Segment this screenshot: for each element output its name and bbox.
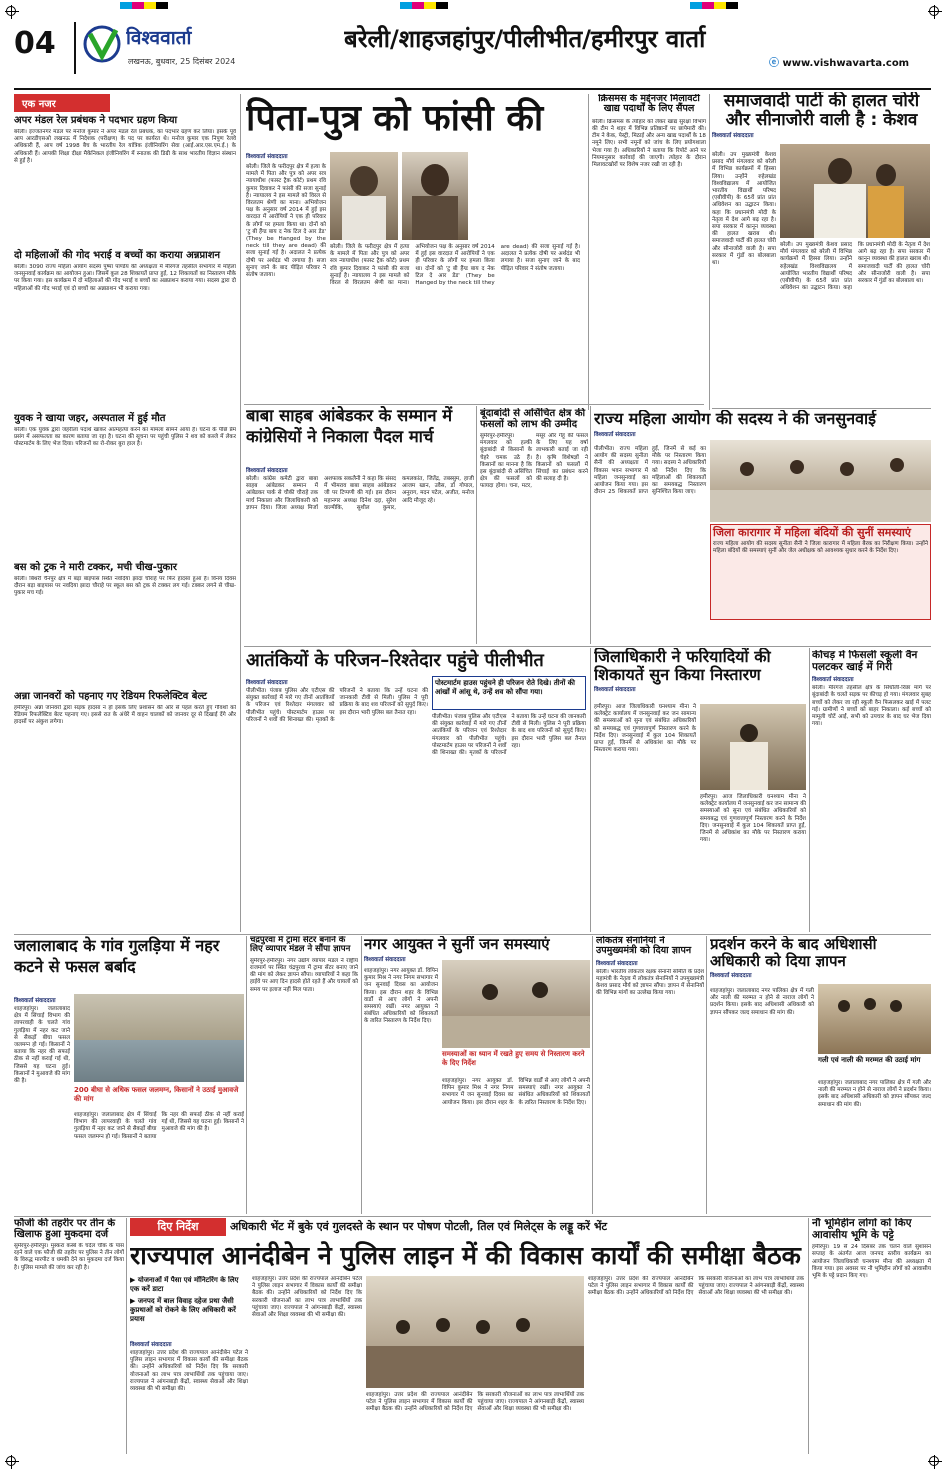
byline: विश्ववार्ता संवाददाता bbox=[712, 133, 754, 140]
header-rule bbox=[14, 88, 931, 90]
pradarshan-article bbox=[710, 936, 931, 1214]
keshav-event-photo bbox=[780, 144, 930, 238]
headline: प्रदर्शन करने के बाद अधिशासी अधिकारी को दिया ज्ञापन bbox=[710, 936, 877, 970]
lead-article bbox=[246, 150, 584, 402]
brief-text: बरेली। बिथरी चैनपुर क्षेत्र में बड़ा बाइपास स्थित नवदिया झादा चौराहे पर फिर हादसा हुआ है। विनय दिवस दौरान बड़ा बाइपास पर नवदिया झादा चौराहे पर स्कूल बस को ट्रक से टक्कर लग गई। टक्कर लगने से चीख-पुकार मच गई। bbox=[14, 576, 236, 597]
byline: विश्ववार्ता संवाददाता bbox=[594, 687, 636, 694]
byline: विश्ववार्ता संवाददाता bbox=[364, 956, 406, 963]
article-text: पीलीभीत। राज्य महिला आयोग की सदस्य सुनीता सैनी की अध्यक्षता में विकास भवन सभागार में महिला जनसुनवाई का आयोजन किया गया। इस दौरान 25 शिकायतें प्राप्त हुईं, जिनमें से कई का मौके पर निस्तारण किया गया। सदस्य ने अधिकारियों को निर्देश दिए कि महिलाओं की शिकायतों का समयबद्ध निस्तारण सुनिश्चित किया जाए। bbox=[594, 446, 706, 496]
brief-headline: अन्ना जानवरों को पहनाए गए रेडियम रिफलेक्टिव बेल्ट bbox=[14, 691, 207, 702]
headline: लोकतंत्र सेनानियों ने उपमुख्यमंत्री को दिया ज्ञापन bbox=[596, 936, 692, 957]
article-text: शाहजहांपुर। उत्तर प्रदेश की राज्यपाल आनंदीबेन पटेल ने पुलिस लाइन सभागार में विकास कार्यों की समीक्षा बैठक की। उन्होंने अधिकारियों को निर्देश दिए कि सरकारी योजनाओं का लाभ पात्र लाभार्थियों तक पहुंचाया जाए। राज्यपाल ने आंगनबाड़ी केंद्रों, स्वास्थ्य सेवाओं और शिक्षा व्यवस्था की भी समीक्षा की। bbox=[130, 1350, 248, 1393]
article-text: पीलीभीत। पंजाब पुलिस और एटीएस की संयुक्त कार्रवाई में मारे गए तीनों आतंकियों के परिजन एवं रिश्तेदार मंगलवार को पीलीभीत पहुंचे। पोस्टमार्टम हाउस पर परिजनों ने शवों की शिनाख्त की। मृतकों के परिजनों ने बताया कि उन्हें घटना की जानकारी टीवी से मिली। पुलिस ने पूरी प्रक्रिया के बाद शव परिजनों को सुपुर्द किए। इस दौरान भारी पुलिस बल तैनात रहा। bbox=[432, 714, 586, 757]
article-text: हमीरपुर। 19 से 24 दिसंबर तक चलने वाले सुशासन सप्ताह के अंतर्गत आज जनपद स्तरीय कार्यक्रम का आयोजन जिलाधिकारी घनश्याम मीना की अध्यक्षता में किया गया। इस अवसर पर नौ भूमिहीन लोगों को आवासीय भूमि के पट्टे प्रदान किए गए। bbox=[812, 1244, 931, 1279]
bhumiheen-article bbox=[812, 1218, 931, 1454]
article-text: बरेली। जिले के फरीदपुर क्षेत्र में हत्या के मामले में पिता और पुत्र को अपर सत्र न्यायाधीश (फास्ट ट्रैक कोर्ट) प्रथम रवि कुमार दिवाकर ने फांसी की सजा सुनाई है। न्यायालय ने इस मामले को विरल से विरलतम श्रेणी का माना। अभियोजन पक्ष के अनुसार वर्ष 2014 में हुई इस वारदात में आरोपियों ने एक ही परिवार के लोगों पर हमला किया था। दोनों को 'टु बी हैंग्ड बाय द नेक टिल दे आर डेड' (They be Hanged by the neck till they are dead) की सजा सुनाई गई है। अदालत ने प्रत्येक दोषी पर अर्थदंड भी लगाया है। सजा सुनाए जाने के बाद पीड़ित परिवार ने संतोष जताया। bbox=[330, 244, 580, 287]
point-text: योजनाओं में पैसा एवं मॉनिटरिंग के लिए एक करें डाटा bbox=[130, 1276, 239, 1293]
edition-title: बरेली/शाहजहांपुर/पीलीभीत/हमीरपुर वार्ता bbox=[344, 25, 706, 53]
rajyapal-article bbox=[130, 1276, 804, 1454]
byline: विश्ववार्ता संवाददाता bbox=[246, 680, 288, 686]
vishwavarta-logo-icon bbox=[82, 24, 126, 64]
headline: समाजवादी पार्टी की हालत चोरी और सीनाजोरी वाली है : केशव bbox=[723, 92, 920, 130]
brief-text: बरेली। एक युवक द्वारा जहरीला पदार्थ खाकर आत्महत्या करने का मामला सामने आया है। घटना के पीछे प्रेम प्रसंग में असफलता का कारण बताया जा रहा है। घटना की सूचना पर पहुंची पुलिस ने शव को कब्जे में लेकर पोस्टमार्टम के लिए भेज दिया। परिजनों का रो-रोकर बुरा हाल है। bbox=[14, 427, 236, 448]
banner-text: अधिकारी भेंट में बुके एवं गुलदस्ते के स्थान पर पोषण पोटली, तिल एवं मिलेट्स के लड्डू करें भेंट bbox=[230, 1220, 608, 1233]
directive-banner bbox=[130, 1218, 804, 1236]
flooded-field-photo bbox=[74, 994, 244, 1082]
headline: क्रिसमस के मद्देनजर मिलावटी खाद्य पदार्थों के लिए सैंपल bbox=[598, 94, 700, 115]
paper-name: विश्ववार्ता bbox=[126, 27, 192, 49]
divider bbox=[74, 22, 76, 74]
article-text: हमीरपुर। आज जिलाधिकारी घनश्याम मीना ने कलेक्ट्रेट कार्यालय में जनसुनवाई कर जन सामान्य की समस्याओं को सुना एवं संबंधित अधिकारियों को समयबद्ध एवं गुणवत्तापूर्ण निस्तारण करने के निर्देश दिए। जनसुनवाई में कुल 104 शिकायतें प्राप्त हुईं, जिनमें से अधिकांश का मौके पर निस्तारण कराया गया। bbox=[700, 794, 806, 844]
globe-icon: ⓔ bbox=[769, 58, 779, 69]
article-text: बरेली। भारतीय लोकतंत्र रक्षक सेनानी समिति के प्रदेश महामंत्री के नेतृत्व में लोकतंत्र सेनानियों ने उपमुख्यमंत्री केशव प्रसाद मौर्य को ज्ञापन सौंपा। ज्ञापन में सेनानियों की विभिन्न मांगों का उल्लेख किया गया। bbox=[596, 968, 704, 997]
ambedkar-headline: बाबा साहब आंबेडकर के सम्मान में कांग्रेसियों ने निकाला पैदल मार्च bbox=[246, 406, 453, 446]
atanki-headline: आतंकियों के परिजन–रिश्तेदार पहुंचे पीलीभीत bbox=[246, 650, 544, 671]
fauji-article bbox=[14, 1218, 124, 1454]
article-text: शाहजहांपुर। जलालाबाद नगर पालिका क्षेत्र में गली और नाली की मरम्मत न होने से नाराज लोगों ने प्रदर्शन किया। इसके बाद अधिशासी अधिकारी को ज्ञापन सौंपकर जल्द समाधान की मांग की। bbox=[710, 988, 814, 1016]
article-text: शाहजहांपुर। उत्तर प्रदेश की राज्यपाल आनंदीबेन पटेल ने पुलिस लाइन सभागार में विकास कार्यों की समीक्षा बैठक की। उन्होंने अधिकारियों को निर्देश दिए कि सरकारी योजनाओं का लाभ पात्र लाभार्थियों तक पहुंचाया जाए। राज्यपाल ने आंगनबाड़ी केंद्रों, स्वास्थ्य सेवाओं और शिक्षा व्यवस्था की भी समीक्षा की। bbox=[366, 1392, 584, 1413]
article-text: बरेली। मीरगंज तहसील क्षेत्र के सिधौली-रिछा मार्ग पर बूंदाबांदी के चलते सड़क पर कीचड़ हो गया। मंगलवार सुबह बच्चों को लेकर जा रही स्कूली वैन फिसलकर खाई में पलट गई। ग्रामीणों ने बच्चों को बाहर निकाला। कई बच्चों को मामूली चोटें आईं, सभी को उपचार के बाद घर भेज दिया गया। bbox=[812, 685, 931, 728]
website[interactable] bbox=[769, 54, 931, 70]
article-text: बरेली। उप मुख्यमंत्री केशव प्रसाद मौर्य मंगलवार को बरेली में विभिन्न कार्यक्रमों में हिस्सा लिया। उन्होंने रुहेलखंड विश्वविद्यालय में आयोजित भारतीय विद्यार्थी परिषद (एबीवीपी) के 65वें प्रांत प्रांत अधिवेशन का उद्घाटन किया। कहा कि प्रधानमंत्री मोदी के नेतृत्व में देश आगे बढ़ रहा है। सपा सरकार में कानून व्यवस्था की हालत खराब थी। समाजवादी पार्टी की हालत चोरी और सीनाजोरी वाली है। सपा सरकार में गुंडों का बोलबाला था। bbox=[780, 242, 930, 292]
byline: विश्ववार्ता संवाददाता bbox=[710, 973, 752, 979]
ek-nazar-tag: एक नजर bbox=[14, 94, 110, 112]
article-text: हमीरपुर। आज जिलाधिकारी घनश्याम मीना ने कलेक्ट्रेट कार्यालय में जनसुनवाई कर जन सामान्य की समस्याओं को सुना एवं संबंधित अधिकारियों को समयबद्ध एवं गुणवत्तापूर्ण निस्तारण करने के निर्देश दिए। जनसुनवाई में कुल 104 शिकायतें प्राप्त हुईं, जिनमें से अधिकांश का मौके पर निस्तारण कराया गया। bbox=[594, 704, 696, 754]
brief-text: हमीरपुर। अन्ना जानवरों द्वारा सड़क हादसा न हो इसके लिए प्रशासन की ओर से पहल करते हुए गौवंशों को रेडियम रिफलेक्टिव बेल्ट पहनाए गए। इससे रात के अंधेरे में वाहन चालकों को जानवर दूर से दिखाई देंगे और हादसों पर अंकुश लगेगा। bbox=[14, 705, 236, 726]
point-item: ▶ योजनाओं में पैसा एवं मॉनिटरिंग के लिए एक करें डाटा bbox=[130, 1276, 239, 1293]
article-text: सुमेरपुर-हमीरपुर। मुस्करा कस्बे के चंदेल चौक के पास रहने वाले एक फौजी की तहरीर पर पुलिस ने तीन लोगों के विरुद्ध मारपीट व धमकी देने का मुकदमा दर्ज किया है। पुलिस मामले की जांच कर रही है। bbox=[14, 1243, 124, 1271]
registration-mark bbox=[6, 1456, 16, 1466]
byline: विश्ववार्ता संवाददाता bbox=[596, 960, 638, 967]
hearing-photo bbox=[710, 440, 931, 522]
accused-photo bbox=[330, 152, 398, 240]
ambedkar-article bbox=[246, 464, 474, 642]
headline: जिलाधिकारी ने फरियादियों की शिकायतें सुन किया निस्तारण bbox=[594, 648, 771, 684]
sainik-article bbox=[596, 936, 704, 1214]
registration-mark bbox=[6, 6, 16, 16]
lead-headline: पिता-पुत्र को फांसी की bbox=[246, 98, 544, 139]
article-text: बरेली। जिले के फरीदपुर क्षेत्र में हत्या के मामले में पिता और पुत्र को अपर सत्र न्यायाधीश (फास्ट ट्रैक कोर्ट) प्रथम रवि कुमार दिवाकर ने फांसी की सजा सुनाई है। न्यायालय ने इस मामले को विरल से विरलतम श्रेणी का माना। अभियोजन पक्ष के अनुसार वर्ष 2014 में हुई इस वारदात में आरोपियों ने एक ही परिवार के लोगों पर हमला किया था। दोनों को 'टु बी हैंग्ड बाय द नेक टिल दे आर डेड' (They be Hanged by the neck till they are dead) की सजा सुनाई गई है। अदालत ने प्रत्येक दोषी पर अर्थदंड भी लगाया है। सजा सुनाए जाने के बाद पीड़ित परिवार ने संतोष जताया। bbox=[246, 164, 326, 279]
page-number: 04 bbox=[14, 26, 56, 61]
nagar-ayukt-photo bbox=[442, 960, 590, 1048]
article-text: शाहजहांपुर। जलालाबाद क्षेत्र में सिंचाई विभाग की लापरवाही के चलते गांव गुलड़िया में नहर कट जाने से सैकड़ों बीघा फसल जलमग्न हो गई। किसानों ने बताया कि नहर की सफाई ठीक से नहीं कराई गई थी, जिससे यह घटना हुई। किसानों ने मुआवजे की मांग की है। bbox=[14, 1006, 70, 1085]
highlight-box: पोस्टमार्टम हाउस पहुंचने ही परिजन रोते दिखे। तीनों की आंखों में आंसू थे, उन्हें शव को सौंपा गया। bbox=[432, 676, 586, 710]
brief-headline: बस को ट्रक ने मारी टक्कर, मची चीख-पुकार bbox=[14, 562, 177, 573]
article-text: सुमेरपुर-हमीरपुर। मंगलवार को हल्की बूंदाबांदी से किसानों के चेहरे चमक उठे हैं। किसानों का मानना है कि इस बूंदाबांदी से असिंचित क्षेत्र की फसलों को फायदा होगा। चना, मटर, मसूर और गेहूं की फसल के लिए यह वर्षा लाभकारी बताई जा रही है। कृषि विशेषज्ञों ने किसानों को फसलों में सिंचाई का प्रबंधन करने की सलाह दी है। bbox=[480, 433, 588, 490]
byline: विश्ववार्ता संवाददाता bbox=[812, 677, 854, 684]
jail-box bbox=[710, 524, 931, 620]
protest-photo bbox=[818, 984, 931, 1054]
headline: कीचड़ में फिसली स्कूली वैन पलटकर खाई में गिरी bbox=[812, 650, 918, 673]
article-text: शाहजहांपुर। नगर आयुक्त डॉ. विपिन कुमार मिश्र ने नगर निगम सभागार में जन सुनवाई दिवस का आयोजन किया। इस दौरान शहर के विभिन्न वार्डों से आए लोगों ने अपनी समस्याएं रखीं। नगर आयुक्त ने संबंधित अधिकारियों को शिकायतों के त्वरित निस्तारण के निर्देश दिए। bbox=[364, 968, 438, 1025]
brief-headline: युवक ने खाया जहर, अस्पताल में हुई मौत bbox=[14, 413, 166, 424]
article-text: शाहजहांपुर। नगर आयुक्त डॉ. विपिन कुमार मिश्र ने नगर निगम सभागार में जन सुनवाई दिवस का आयोजन किया। इस दौरान शहर के विभिन्न वार्डों से आए लोगों ने अपनी समस्याएं रखीं। नगर आयुक्त ने संबंधित अधिकारियों को शिकायतों के त्वरित निस्तारण के निर्देश दिए। bbox=[442, 1078, 590, 1106]
van-article bbox=[812, 650, 931, 932]
article-text: पीलीभीत। पंजाब पुलिस और एटीएस की संयुक्त कार्रवाई में मारे गए तीनों आतंकियों के परिजन एवं रिश्तेदार मंगलवार को पीलीभीत पहुंचे। पोस्टमार्टम हाउस पर परिजनों ने शवों की शिनाख्त की। मृतकों के परिजनों ने बताया कि उन्हें घटना की जानकारी टीवी से मिली। पुलिस ने पूरी प्रक्रिया के बाद शव परिजनों को सुपुर्द किए। इस दौरान भारी पुलिस बल तैनात रहा। bbox=[246, 688, 428, 723]
article-text: बरेली। कांग्रेस कमेटी द्वारा बाबा साहब आंबेडकर सम्मान में आंबेडकर पार्क से चौकी चौराहे तक मार्च निकाला और जिलाधिकारी को ज्ञापन दिया। जिला अध्यक्ष मिर्जा अशफाक सकलैनी ने कहा कि संसद में भीमराव बाबा साहब आंबेडकर जी पर टिप्पणी की गई। इस दौरान महानगर अध्यक्ष दिनेश दद्दा, सुरेश वाल्मीकि, सुशील कुमार, कमलकांत, जितेंद्र, तबस्सुम, हाजी आजम खान, उवैस, डॉ गोपाल, अनुराग, मदन पटेल, अजीत, मनोज आदि मौजूद रहे। bbox=[246, 476, 474, 511]
article-text: शाहजहांपुर। जलालाबाद नगर पालिका क्षेत्र में गली और नाली की मरम्मत न होने से नाराज लोगों ने प्रदर्शन किया। इसके बाद अधिशासी अधिकारी को ज्ञापन सौंपकर जल्द समाधान की मांग की। bbox=[818, 1080, 931, 1108]
headline: चंद्रपुरवा में ट्रामा सेंटर बनाने के लिए व्यापार मंडल ने सौंपा ज्ञापन bbox=[250, 936, 351, 955]
gulariya-article bbox=[14, 994, 244, 1214]
trauma-article bbox=[250, 936, 358, 1214]
rajyapal-headline: राज्यपाल आनंदीबेन ने पुलिस लाइन में की विकास कार्यों की समीक्षा बैठक bbox=[130, 1241, 801, 1270]
byline: विश्ववार्ता संवाददाता bbox=[246, 154, 288, 160]
article-text: सुमेरपुर-हमीरपुर। नगर उद्योग व्यापार मंडल ने राष्ट्रीय राजमार्ग पर स्थित चंद्रपुरवा में ट्रामा सेंटर बनाए जाने की मांग को लेकर ज्ञापन सौंपा। व्यापारियों ने कहा कि हाईवे पर आए दिन हादसे होते रहते हैं और घायलों को समय पर इलाज नहीं मिल पाता। bbox=[250, 957, 358, 993]
headline: नगर आयुक्त ने सुनीं जन समस्याएं bbox=[364, 936, 550, 953]
point-item: ▶ जनपद में बाल विवाह दहेज प्रथा जैसी कुप्रथाओं को रोकने के लिए अधिकारी करें प्रयास bbox=[130, 1297, 236, 1323]
byline: विश्ववार्ता संवाददाता bbox=[246, 468, 288, 474]
nagar-article bbox=[364, 936, 590, 1214]
headline: जिला कारागार में महिला बंदियों की सुनीं समस्याएं bbox=[713, 526, 911, 539]
article-text: बरेली। क्रिसमस के त्योहार को लेकर खाद्य सुरक्षा विभाग की टीम ने शहर में विभिन्न प्रतिष्ठानों पर छापेमारी की। टीम ने केक, पेस्ट्री, मिठाई और अन्य खाद्य पदार्थों के 18 नमूने लिए। सभी नमूनों को जांच के लिए प्रयोगशाला भेजा गया है। अधिकारियों ने बताया कि रिपोर्ट आने पर नियमानुसार कार्रवाई की जाएगी। त्योहार के दौरान मिलावटखोरों पर विशेष नजर रखी जा रही है। bbox=[592, 118, 706, 169]
gulariya-headline: जलालाबाद के गांव गुलड़िया में नहर कटने से फसल बर्बाद bbox=[14, 936, 220, 976]
website-url[interactable]: www.vishwavarta.com bbox=[782, 58, 910, 69]
byline: विश्ववार्ता संवाददाता bbox=[14, 998, 56, 1004]
photo-caption: समस्याओं का ध्यान में रखते हुए समय से निस्तारण करने के दिए निर्देश bbox=[442, 1050, 585, 1067]
dateline: लखनऊ, बुधवार, 25 दिसंबर 2024 bbox=[128, 57, 236, 66]
headline: राज्य महिला आयोग की सदस्य ने की जनसुनवाई bbox=[594, 410, 877, 428]
points-box bbox=[130, 1276, 248, 1336]
headline: फौजी की तहरीर पर तीन के खिलाफ हुआ मुकदमा दर्ज bbox=[14, 1218, 116, 1240]
headline: बूंदाबांदी से असिंचित क्षेत्र की फसलों को लाभ की उम्मीद bbox=[480, 408, 586, 430]
brief-text: बरेली। इज्जतनगर मंडल पर मनोज कुमार ने अपर मंडल रेल प्रबंधक, का पदभार ग्रहण कर लिया। इसके पूर्व आप आरडीएसओ लखनऊ में निदेशक (परीक्षण) के पद पर कार्यरत थे। मनोज कुमार एक निपुण रेलवे अधिकारी हैं, आप वर्ष 1998 बैच के भारतीय रेल यांत्रिक इंजीनियरिंग सेवा (आई.आर.एस.एम.ई.) के अधिकारी हैं। आपकी शिक्षा दीक्षा मैकेनिकल इंजीनियरिंग में स्नातक की डिग्री के साथ भारतीय विज्ञान संस्थान से हुई है। bbox=[14, 129, 236, 164]
masthead bbox=[14, 18, 931, 86]
accused-photo bbox=[402, 152, 468, 240]
mahila-article bbox=[594, 410, 931, 642]
byline: विश्ववार्ता संवाददाता bbox=[130, 1342, 172, 1348]
sp-article bbox=[712, 92, 931, 406]
jansunvai-photo bbox=[700, 704, 806, 790]
brief-headline: दो महिलाओं की गोद भराई व बच्चों का कराया अन्नप्राशन bbox=[14, 250, 221, 261]
registration-mark bbox=[929, 1456, 939, 1466]
atanki-article bbox=[246, 676, 588, 932]
kisan-article bbox=[480, 408, 588, 642]
christmas-article bbox=[592, 94, 706, 400]
registration-mark bbox=[929, 6, 939, 16]
banner-tag: दिए निर्देश bbox=[130, 1218, 226, 1236]
byline: विश्ववार्ता संवाददाता bbox=[594, 431, 636, 438]
article-text: शाहजहांपुर। उत्तर प्रदेश की राज्यपाल आनंदीबेन पटेल ने पुलिस लाइन सभागार में विकास कार्यों की समीक्षा बैठक की। उन्होंने अधिकारियों को निर्देश दिए कि सरकारी योजनाओं का लाभ पात्र लाभार्थियों तक पहुंचाया जाए। राज्यपाल ने आंगनबाड़ी केंद्रों, स्वास्थ्य सेवाओं और शिक्षा व्यवस्था की भी समीक्षा की। bbox=[252, 1276, 362, 1319]
brief-headline: अपर मंडल रेल प्रबंधक ने पदभार ग्रहण किया bbox=[14, 115, 178, 126]
jiladhikari-article bbox=[594, 648, 806, 932]
ek-nazar-column bbox=[14, 94, 236, 932]
photo-caption: 200 बीघा से अधिक फसल जलमग्न, किसानों ने उठाई मुआवजे की मांग bbox=[74, 1086, 239, 1103]
article-text: शाहजहांपुर। जलालाबाद क्षेत्र में सिंचाई विभाग की लापरवाही के चलते गांव गुलड़िया में नहर कट जाने से सैकड़ों बीघा फसल जलमग्न हो गई। किसानों ने बताया कि नहर की सफाई ठीक से नहीं कराई गई थी, जिससे यह घटना हुई। किसानों ने मुआवजे की मांग की है। bbox=[74, 1112, 244, 1140]
article-text: शाहजहांपुर। उत्तर प्रदेश की राज्यपाल आनंदीबेन पटेल ने पुलिस लाइन सभागार में विकास कार्यों की समीक्षा बैठक की। उन्होंने अधिकारियों को निर्देश दिए कि सरकारी योजनाओं का लाभ पात्र लाभार्थियों तक पहुंचाया जाए। राज्यपाल ने आंगनबाड़ी केंद्रों, स्वास्थ्य सेवाओं और शिक्षा व्यवस्था की भी समीक्षा की। bbox=[588, 1276, 804, 1297]
review-meeting-photo bbox=[366, 1276, 584, 1388]
article-text: बरेली। उप मुख्यमंत्री केशव प्रसाद मौर्य मंगलवार को बरेली में विभिन्न कार्यक्रमों में हिस्सा लिया। उन्होंने रुहेलखंड विश्वविद्यालय में आयोजित भारतीय विद्यार्थी परिषद (एबीवीपी) के 65वें प्रांत प्रांत अधिवेशन का उद्घाटन किया। कहा कि प्रधानमंत्री मोदी के नेतृत्व में देश आगे बढ़ रहा है। सपा सरकार में कानून व्यवस्था की हालत खराब थी। समाजवादी पार्टी की हालत चोरी और सीनाजोरी वाली है। सपा सरकार में गुंडों का बोलबाला था। bbox=[712, 152, 776, 267]
point-text: जनपद में बाल विवाह दहेज प्रथा जैसी कुप्रथाओं को रोकने के लिए अधिकारी करें प्रयास bbox=[130, 1297, 236, 1323]
article-text: राज्य महिला आयोग की सदस्य सुनीता सैनी ने जिला कारागार में महिला बैरक का निरीक्षण किया। उन्होंने महिला बंदियों की समस्याएं सुनीं और जेल अधीक्षक को आवश्यक सुधार करने के निर्देश दिए। bbox=[713, 541, 928, 555]
photo-caption: गली एवं नाली की मरम्मत की उठाई मांग bbox=[818, 1056, 921, 1064]
brief-text: बरेली। 3090 राज्य महिला आयोग सदस्य पुष्पा पाण्डेय की अध्यक्षता में मीरगंज तहसील सभागार में महिला जनसुनवाई कार्यक्रम का आयोजन हुआ। जिसमें कुल 28 शिकायतें प्राप्त हुईं, 12 शिकायतों का निस्तारण मौके पर किया गया। इस कार्यक्रम में दो महिलाओं की गोद भराई व बच्चों का अन्नप्राशन कराया गया। सदस्य द्वारा दो महिलाओं की गोद भराई एवं दो बच्चों का अन्नप्राशन भी कराया गया। bbox=[14, 264, 236, 292]
headline: नौ भूमिहीन लोगों को किए आवासीय भूमि के पट्टे bbox=[812, 1218, 912, 1241]
